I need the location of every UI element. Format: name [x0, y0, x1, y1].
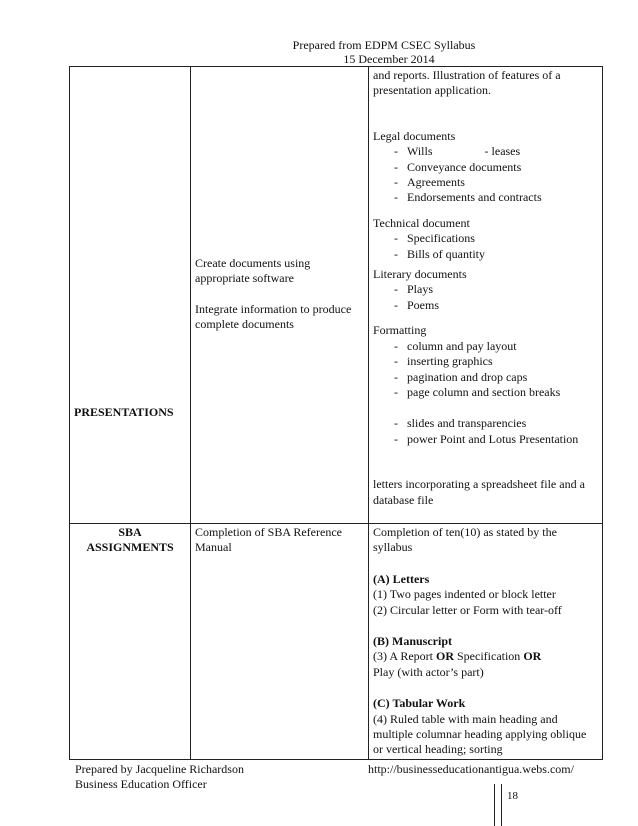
list-item [373, 144, 598, 159]
footer-url: http://businesseducationantigua.webs.com/ [368, 762, 574, 776]
section-b-or: OR [523, 649, 542, 664]
legal-heading: Legal documents [373, 128, 456, 143]
content-cell [369, 524, 603, 760]
list-item: - power Point and Lotus Presentation [373, 432, 598, 447]
section-c-item: (4) Ruled table with main heading and multiple columnar heading applying oblique or vertical heading; sorting [373, 711, 587, 757]
topic-sba: SBA [118, 525, 142, 539]
legal-list [373, 144, 598, 206]
section-b-text: Specification [454, 649, 524, 664]
objective-item: Completion of SBA Reference Manual [195, 525, 342, 555]
section-b-text: (3) A Report [373, 649, 436, 664]
topic-assignments: ASSIGNMENTS [86, 540, 174, 555]
technical-list [373, 231, 598, 262]
content-closing: letters incorporating a spreadsheet file and a database file [373, 477, 585, 507]
footer-author-role: Business Education Officer [75, 777, 207, 791]
header-syllabus-line: Prepared from EDPM CSEC Syllabus [292, 38, 476, 52]
formatting-heading: Formatting [373, 323, 427, 338]
section-b-or: OR [436, 649, 454, 664]
list-item: - column and pay layout [373, 339, 598, 354]
section-b-heading: (B) Manuscript [373, 634, 452, 649]
literary-heading: Literary documents [373, 267, 467, 282]
section-c-heading: (C) Tabular Work [373, 696, 466, 711]
list-item: - Poems [373, 298, 598, 313]
topic-presentations: PRESENTATIONS [74, 404, 174, 419]
section-a-item: (1) Two pages indented or block letter [373, 587, 556, 602]
topic-cell [70, 524, 191, 760]
table-row [70, 524, 603, 760]
list-item: - page column and section breaks [373, 385, 598, 400]
syllabus-table [69, 66, 603, 760]
objective-item: Integrate information to produce complete documents [195, 301, 352, 332]
list-item: - Agreements [373, 175, 598, 190]
sba-intro: Completion of ten(10) as stated by the syllabus [373, 525, 557, 555]
objectives-cell [191, 67, 369, 524]
list-item: - inserting graphics [373, 354, 598, 369]
objective-item: Create documents using appropriate software [195, 256, 311, 286]
literary-list [373, 282, 598, 313]
formatting-list [373, 339, 598, 401]
section-a-heading: (A) Letters [373, 571, 430, 586]
content-intro: and reports. Illustration of features of a presentation application. [373, 68, 561, 98]
section-a-item: (2) Circular letter or Form with tear-off [373, 602, 562, 617]
page-number: 18 [507, 790, 518, 802]
table-row [70, 67, 603, 524]
page-header [0, 38, 638, 66]
footer-author [75, 762, 244, 792]
formatting-list-2 [373, 416, 598, 447]
header-date-line: 15 December 2014 [343, 52, 435, 66]
list-item: - slides and transparencies [373, 416, 598, 431]
content-cell [369, 67, 603, 524]
legal-item-wills: Wills [407, 144, 433, 159]
section-b-item: Play (with actor’s part) [373, 664, 484, 679]
list-item: - pagination and drop caps [373, 370, 598, 385]
topic-cell [70, 67, 191, 524]
list-item: - Bills of quantity [373, 247, 598, 262]
page-number-bar [494, 784, 502, 826]
list-item: - Endorsements and contracts [373, 190, 598, 205]
list-item: - Specifications [373, 231, 598, 246]
objectives-cell [191, 524, 369, 760]
legal-item-leases: - leases [484, 144, 521, 159]
list-item: - Conveyance documents [373, 160, 598, 175]
technical-heading: Technical document [373, 215, 470, 230]
section-b-item [373, 649, 598, 664]
footer-author-name: Prepared by Jacqueline Richardson [75, 762, 244, 776]
list-item: - Plays [373, 282, 598, 297]
